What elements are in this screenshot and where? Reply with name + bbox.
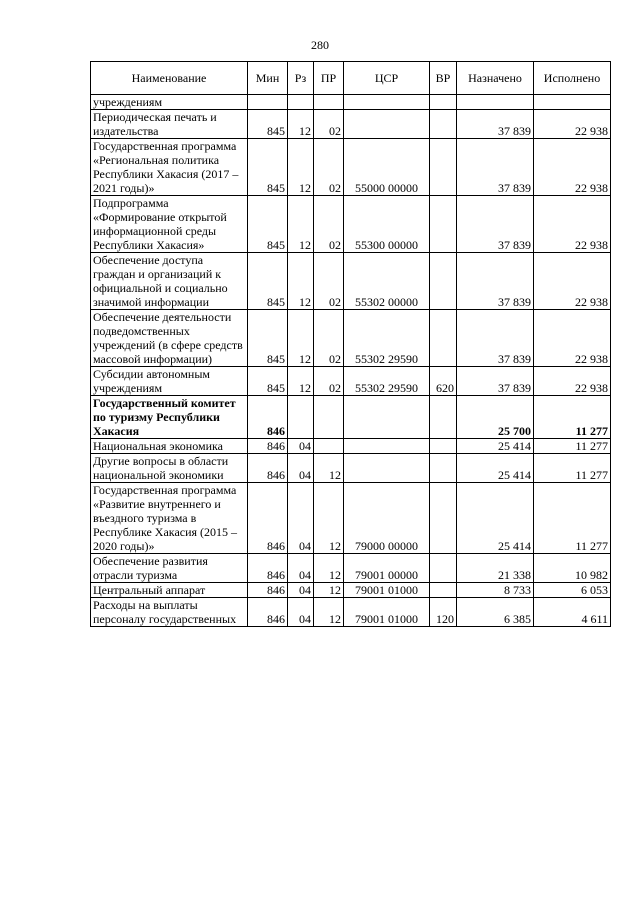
cell-csr: 79001 01000 (344, 583, 430, 598)
cell-executed: 11 277 (534, 439, 611, 454)
cell-csr: 79000 00000 (344, 483, 430, 554)
cell-planned: 25 414 (457, 439, 534, 454)
header-csr: ЦСР (344, 62, 430, 95)
cell-executed: 22 938 (534, 367, 611, 396)
cell-name: Обеспечение развития отрасли туризма (91, 554, 248, 583)
cell-csr: 55302 29590 (344, 310, 430, 367)
cell-planned: 37 839 (457, 253, 534, 310)
table-row (91, 396, 611, 439)
cell-min: 845 (248, 196, 288, 253)
cell-planned: 37 839 (457, 139, 534, 196)
cell-rz (288, 396, 314, 439)
cell-planned: 37 839 (457, 196, 534, 253)
cell-min: 846 (248, 598, 288, 627)
cell-rz: 12 (288, 196, 314, 253)
cell-csr: 55302 29590 (344, 367, 430, 396)
cell-rz: 12 (288, 139, 314, 196)
cell-min: 846 (248, 396, 288, 439)
cell-vr (430, 396, 457, 439)
header-row (91, 62, 611, 95)
cell-vr (430, 483, 457, 554)
table-row (91, 554, 611, 583)
cell-planned: 6 385 (457, 598, 534, 627)
cell-planned: 8 733 (457, 583, 534, 598)
cell-executed: 6 053 (534, 583, 611, 598)
cell-planned: 37 839 (457, 367, 534, 396)
cell-vr (430, 95, 457, 110)
cell-executed (534, 95, 611, 110)
cell-rz: 12 (288, 253, 314, 310)
cell-vr (430, 196, 457, 253)
cell-rz: 04 (288, 439, 314, 454)
table-row (91, 253, 611, 310)
cell-pr: 12 (314, 598, 344, 627)
table-row (91, 310, 611, 367)
cell-csr: 79001 00000 (344, 554, 430, 583)
cell-name: учреждениям (91, 95, 248, 110)
cell-name: Обеспечение доступа граждан и организаций к официальной и социально значимой информации (91, 253, 248, 310)
cell-executed: 22 938 (534, 253, 611, 310)
cell-planned: 25 700 (457, 396, 534, 439)
table-row (91, 367, 611, 396)
cell-csr: 79001 01000 (344, 598, 430, 627)
table-row (91, 196, 611, 253)
cell-executed: 22 938 (534, 310, 611, 367)
cell-min: 846 (248, 554, 288, 583)
table-row (91, 95, 611, 110)
header-name: Наименование (91, 62, 248, 95)
cell-vr: 620 (430, 367, 457, 396)
cell-rz: 12 (288, 310, 314, 367)
table-body (91, 95, 611, 627)
cell-vr (430, 554, 457, 583)
cell-min: 846 (248, 454, 288, 483)
cell-pr: 02 (314, 196, 344, 253)
cell-min: 845 (248, 139, 288, 196)
cell-name: Обеспечение деятельности подведомственных учреждений (в сфере средств массовой информации) (91, 310, 248, 367)
cell-name: Подпрограмма «Формирование открытой информационной среды Республики Хакасия» (91, 196, 248, 253)
cell-rz: 04 (288, 483, 314, 554)
cell-min: 846 (248, 439, 288, 454)
header-planned: Назначено (457, 62, 534, 95)
table-row (91, 583, 611, 598)
budget-table (90, 61, 611, 627)
cell-rz: 12 (288, 367, 314, 396)
cell-vr (430, 583, 457, 598)
cell-name: Государственный комитет по туризму Республики Хакасия (91, 396, 248, 439)
cell-name: Государственная программа «Региональная политика Республики Хакасия (2017 – 2021 годы)» (91, 139, 248, 196)
cell-planned (457, 95, 534, 110)
cell-min: 846 (248, 583, 288, 598)
cell-vr (430, 454, 457, 483)
cell-executed: 4 611 (534, 598, 611, 627)
cell-csr (344, 95, 430, 110)
cell-rz: 04 (288, 598, 314, 627)
cell-executed: 11 277 (534, 454, 611, 483)
cell-pr: 02 (314, 110, 344, 139)
cell-name: Расходы на выплаты персоналу государственных (91, 598, 248, 627)
cell-pr: 02 (314, 367, 344, 396)
cell-pr: 12 (314, 554, 344, 583)
cell-csr (344, 396, 430, 439)
page-number: 280 (311, 38, 329, 52)
cell-rz: 04 (288, 454, 314, 483)
table-row (91, 454, 611, 483)
header-executed: Исполнено (534, 62, 611, 95)
cell-vr (430, 139, 457, 196)
cell-planned: 21 338 (457, 554, 534, 583)
cell-name: Субсидии автономным учреждениям (91, 367, 248, 396)
cell-name: Другие вопросы в области национальной экономики (91, 454, 248, 483)
cell-pr: 02 (314, 253, 344, 310)
cell-planned: 25 414 (457, 483, 534, 554)
cell-pr: 02 (314, 139, 344, 196)
table-row (91, 598, 611, 627)
cell-executed: 22 938 (534, 139, 611, 196)
table-row (91, 110, 611, 139)
cell-pr (314, 439, 344, 454)
cell-executed: 11 277 (534, 483, 611, 554)
cell-name: Периодическая печать и издательства (91, 110, 248, 139)
cell-executed: 22 938 (534, 196, 611, 253)
cell-csr: 55302 00000 (344, 253, 430, 310)
cell-csr (344, 454, 430, 483)
cell-csr (344, 439, 430, 454)
cell-executed: 10 982 (534, 554, 611, 583)
cell-pr (314, 95, 344, 110)
cell-rz: 04 (288, 554, 314, 583)
cell-pr: 12 (314, 583, 344, 598)
cell-rz: 04 (288, 583, 314, 598)
cell-rz: 12 (288, 110, 314, 139)
cell-name: Государственная программа «Развитие внутреннего и въездного туризма в Республике Хакасия (2015 – 2020 годы)» (91, 483, 248, 554)
table-row (91, 483, 611, 554)
header-vr: ВР (430, 62, 457, 95)
table-row (91, 139, 611, 196)
cell-executed: 22 938 (534, 110, 611, 139)
cell-min (248, 95, 288, 110)
cell-vr (430, 253, 457, 310)
cell-vr: 120 (430, 598, 457, 627)
cell-executed: 11 277 (534, 396, 611, 439)
cell-vr (430, 439, 457, 454)
header-pr: ПР (314, 62, 344, 95)
cell-vr (430, 110, 457, 139)
cell-vr (430, 310, 457, 367)
cell-min: 845 (248, 310, 288, 367)
header-rz: Рз (288, 62, 314, 95)
table-row (91, 439, 611, 454)
cell-csr: 55300 00000 (344, 196, 430, 253)
cell-min: 845 (248, 110, 288, 139)
cell-min: 846 (248, 483, 288, 554)
cell-min: 845 (248, 367, 288, 396)
cell-pr (314, 396, 344, 439)
cell-min: 845 (248, 253, 288, 310)
header-min: Мин (248, 62, 288, 95)
cell-rz (288, 95, 314, 110)
cell-planned: 37 839 (457, 310, 534, 367)
cell-csr (344, 110, 430, 139)
cell-planned: 25 414 (457, 454, 534, 483)
cell-pr: 12 (314, 483, 344, 554)
cell-pr: 12 (314, 454, 344, 483)
cell-planned: 37 839 (457, 110, 534, 139)
cell-name: Национальная экономика (91, 439, 248, 454)
cell-name: Центральный аппарат (91, 583, 248, 598)
cell-pr: 02 (314, 310, 344, 367)
cell-csr: 55000 00000 (344, 139, 430, 196)
